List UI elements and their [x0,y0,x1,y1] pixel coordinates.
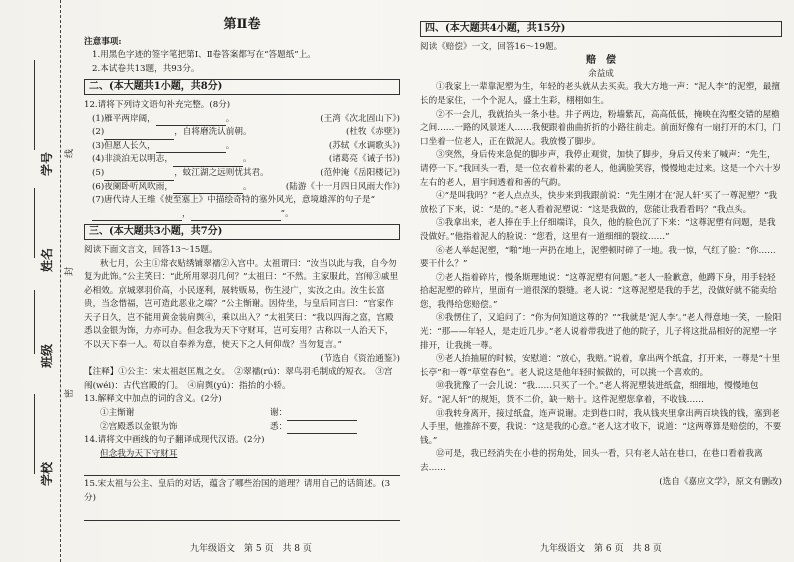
poem-text: (3)但愿人长久， [92,140,156,151]
left-footer: 九年级语文 第 5 页 共 8 页 [190,544,312,554]
school-underline [34,394,35,474]
poem-source: (陆游《十一月四日风雨大作》) [285,181,400,192]
answer-blank[interactable] [287,411,357,421]
answer-line[interactable] [84,508,400,521]
poem-item-1: (1)雁平两岸阔， 。 (王湾《次北固山下》) [84,113,400,127]
story-paragraph: ⑥老人举起泥塑，“啪”地一声扔在地上，泥塑顿时碎了一地。我一惊，气红了脸：“你……要干什么？” [420,245,776,270]
q14-sentence: 但念我为天下守财耳 [100,448,178,459]
answer-line[interactable] [84,463,400,476]
poem-item-2 [84,126,400,140]
story-paragraph: ③突然，身后传来急促的脚步声，我停止观赏，加快了脚步，身后又传来了喊声：“先生，请停一下。”我回头一看，是一位衣着朴素的老人，他满脸笑容，慢慢地走过来。这是一个六十岁左右的老人，眉宇间透着和善的气韵。 [420,150,782,188]
answer-blank[interactable] [156,143,226,153]
poem-source: (苏轼《水调歌头》) [328,140,400,151]
name-label: 姓名 [40,247,54,272]
poem-text: (6)夜阑卧听风吹雨， [92,181,173,192]
right-page [420,18,782,489]
binding-strip [0,0,78,562]
story-source: (选自《嘉应文学》，原文有删改) [659,476,782,487]
poem-source: (范仲淹《岳阳楼记》) [320,167,400,178]
story-paragraph: ⑪我转身离开，接过纸盒，连声说谢。走到巷口时，我从钱夹里拿出两百块钱的钱，塞到老人手里，他推辞不要，我说：“这是我的心意。”老人这才收下，说道：“这两尊算是赔偿的，不要钱。” [420,408,782,446]
reading-intro: 阅读下面文言文，回答13～15题。 [84,244,218,255]
answer-blank[interactable] [92,211,182,221]
answer-blank[interactable] [191,211,281,221]
section-3-heading: 三、(本大题共3小题，共7分) [84,224,400,240]
reading-intro: 阅读《赔偿》一文，回答16～19题。 [420,41,563,52]
class-underline [34,290,35,354]
story-paragraph: ④“是叫我吗？”老人点点头，快步来到我跟前说：“先生刚才在‘泥人轩’买了一尊泥塑？”我放松了下来，说：“是的。”老人看着泥塑说：“这是我做的，您能让我看看吗？”我点头。 [420,191,778,215]
question-12: 12.请将下列诗文语句补充完整。(8分) [84,99,231,110]
q13-item-1 [84,407,400,421]
story-paragraph: ②不一会儿，我就抬头一条小巷。井子两边，粉墙紫瓦，高高低低，掩映在沟壑交错的屋檐之间……一路的风景迷人……我便跟着曲曲折折的小路往前走。前面好像有一扇打开的木门，门口坐着一位老人，正在做泥人。我放慢了脚步。 [420,109,781,147]
story-author: 余益成 [588,68,614,79]
story-paragraph: ①我家上一辈靠泥塑为生，年轻的老头就从去买卖。我大方地一声：“泥人李”的泥塑，最擅长的是家住，一个个泥人，盛土生彩，栩栩如生。 [420,82,780,106]
story-paragraph: ⑦老人指着碎片，慢条斯理地说：“这尊泥塑有问题。”老人一脸歉意，他蹲下身，用手轻轻拾起泥塑的碎片，里面有一道很深的裂缝。老人说：“这尊泥塑是我的手艺，没做好就不能卖给您，我得给您赔偿。” [420,272,777,310]
poem-text: (1)雁平两岸阔， [92,113,156,124]
answer-blank[interactable] [173,184,243,194]
poem-text: (4)非淡泊无以明志， [92,154,173,165]
mark-seal: 封 [65,266,75,276]
story-paragraph: ⑫可是，我已经消失在小巷的拐角处，回头一看，只有老人站在巷口，在巷口看着我离去…… [420,449,763,473]
poem-source: (杜牧《赤壁》) [346,127,400,138]
answer-blank[interactable] [104,171,174,181]
poem-text: ，蚊江湖之远则忧其君。 [174,167,269,178]
q13-phrase: ②宫殿悉以金银为饰 [100,421,178,432]
story-paragraph: ⑩我犹豫了一会儿说：“我……只买了一个。”老人将泥塑装进纸盒，细细地，慢慢地包好。“泥人轩”的规矩，货不二价，缺一赔十。这件泥塑您拿着，不收钱…… [420,381,759,406]
story-paragraph: ⑨老人抬抽屉的时候，安慰道：“放心，我赔。”说着，拿出两个纸盒，打开来，一尊是“十里长亭”和一尊“草堂春色”。老人说这是他年轻时候做的，可以挑一个喜欢的。 [420,354,781,378]
poem-text: ，自将磨洗认前朝。 [174,127,252,138]
q13-item-2 [84,421,400,435]
mark-secret: 密 [65,388,75,398]
poem-item-5 [84,167,400,181]
poem-source: (王湾《次北固山下》) [320,113,400,124]
story-paragraph: ⑤我拿出来，老人捧在手上仔细端详，良久，他的脸色沉了下来：“这尊泥塑有问题，是我没做好。”他指着泥人的脸说：“您看，这里有一道细细的裂纹……” [420,218,776,242]
poem-text: ， [182,208,191,219]
section-2-heading: 二、(本大题共1小题，共8分) [84,79,400,95]
paper-title: 第Ⅱ卷 [223,17,261,32]
class-label: 班级 [40,343,54,368]
poem-text: (5) [92,167,105,178]
poem-text: ”。 [280,208,294,219]
story-paragraph: ⑧我愣住了，又追问了：“你为何知道这尊的？”“我就是‘泥人李’。”老人得意地一笑，一脸阳光：“那——年轻人，是走近几步。”老人说着带我进了他的院子，儿子将这批品相好的泥塑一字排开，让我挑一尊。 [420,313,782,351]
passage-notes: 【注释】①公主：宋太祖赵匡胤之女。 ②翠襦(rú)：翠鸟羽毛制成的短衣。 ③宫闱(wéi)：古代宫殿的门。 ④肩舆(yú)：指抬的小轿。 [84,367,393,391]
note-item: 1.用黑色字迹的签字笔把第Ⅰ、Ⅱ卷答案都写在“答题纸”上。 [92,50,316,61]
id-label: 学号 [40,151,54,176]
q13-label: 悉： [270,421,288,432]
story-title: 赔 偿 [586,55,616,67]
question-15: 15.宋太祖与公主、皇后的对话，蕴含了哪些治国的道理？请用自己的话简述。(3分) [84,479,391,503]
poem-text: (2) [92,127,105,138]
poem-text: (7)唐代诗人王维《使至塞上》中描绘奇特的塞外风光，意境雄浑的句子是“ [92,195,375,206]
right-footer: 九年级语文 第 6 页 共 8 页 [540,544,662,554]
notes-heading: 注意事项: [84,36,122,47]
question-13: 13.解释文中加点的词的含义。(2分) [84,394,222,405]
poem-item-3: (3)但愿人长久， 。 (苏轼《水调歌头》) [84,140,400,154]
question-14: 14.请将文中画线的句子翻译成现代汉语。(2分) [84,435,265,446]
answer-blank[interactable] [173,157,243,167]
mark-line: 线 [65,148,75,158]
seal-dashed-line [60,0,61,562]
poem-item-7 [84,194,400,221]
poem-item-4: (4)非淡泊无以明志， 。 (诸葛亮《诫子书》) [84,153,400,167]
answer-blank[interactable] [104,130,174,140]
passage-source: (节选自《资治通鉴》) [320,353,400,364]
section-4-heading: 四、(本大题共4小题，共15分) [420,21,782,37]
id-underline [34,60,35,150]
name-underline [34,188,35,258]
left-page [84,18,400,523]
q13-phrase: ①主惭谢 [100,408,135,419]
classical-passage: 秋七月，公主①常衣贴绣铺翠襦②入宫中。太祖谓曰：“汝当以此与我，自今勿复为此饰。”公主笑曰：“此所用翠羽几何？”太祖曰：“不然。主家服此，宫闱③戚里必相效。京城翠羽价高，小民逐利，展转贩易，伤生浸广，实汝之由。汝生长富贵，当念惜福，岂可造此恶业之端？”公主惭谢。因侍坐，与皇后同言曰：“官家作天子日久，岂不能用黄金装肩舆④，乘以出入？”太祖笑曰：“我以四海之富，宫殿悉以金银为饰，力亦可办。但念我为天下守财耳，岂可妄用？古称以一人治天下，不以天下奉一人。苟以自奉养为意，使天下之人何仰哉？当勿复言。” [84,258,399,351]
poem-source: (诸葛亮《诫子书》) [328,154,400,165]
school-label: 学校 [40,461,54,486]
note-item: 2.本试卷共13题，共93分。 [92,63,200,74]
q13-label: 谢： [270,408,288,419]
answer-blank[interactable] [287,424,357,434]
poem-item-6: (6)夜阑卧听风吹雨， 。 (陆游《十一月四日风雨大作》) [84,181,400,195]
answer-blank[interactable] [156,116,226,126]
